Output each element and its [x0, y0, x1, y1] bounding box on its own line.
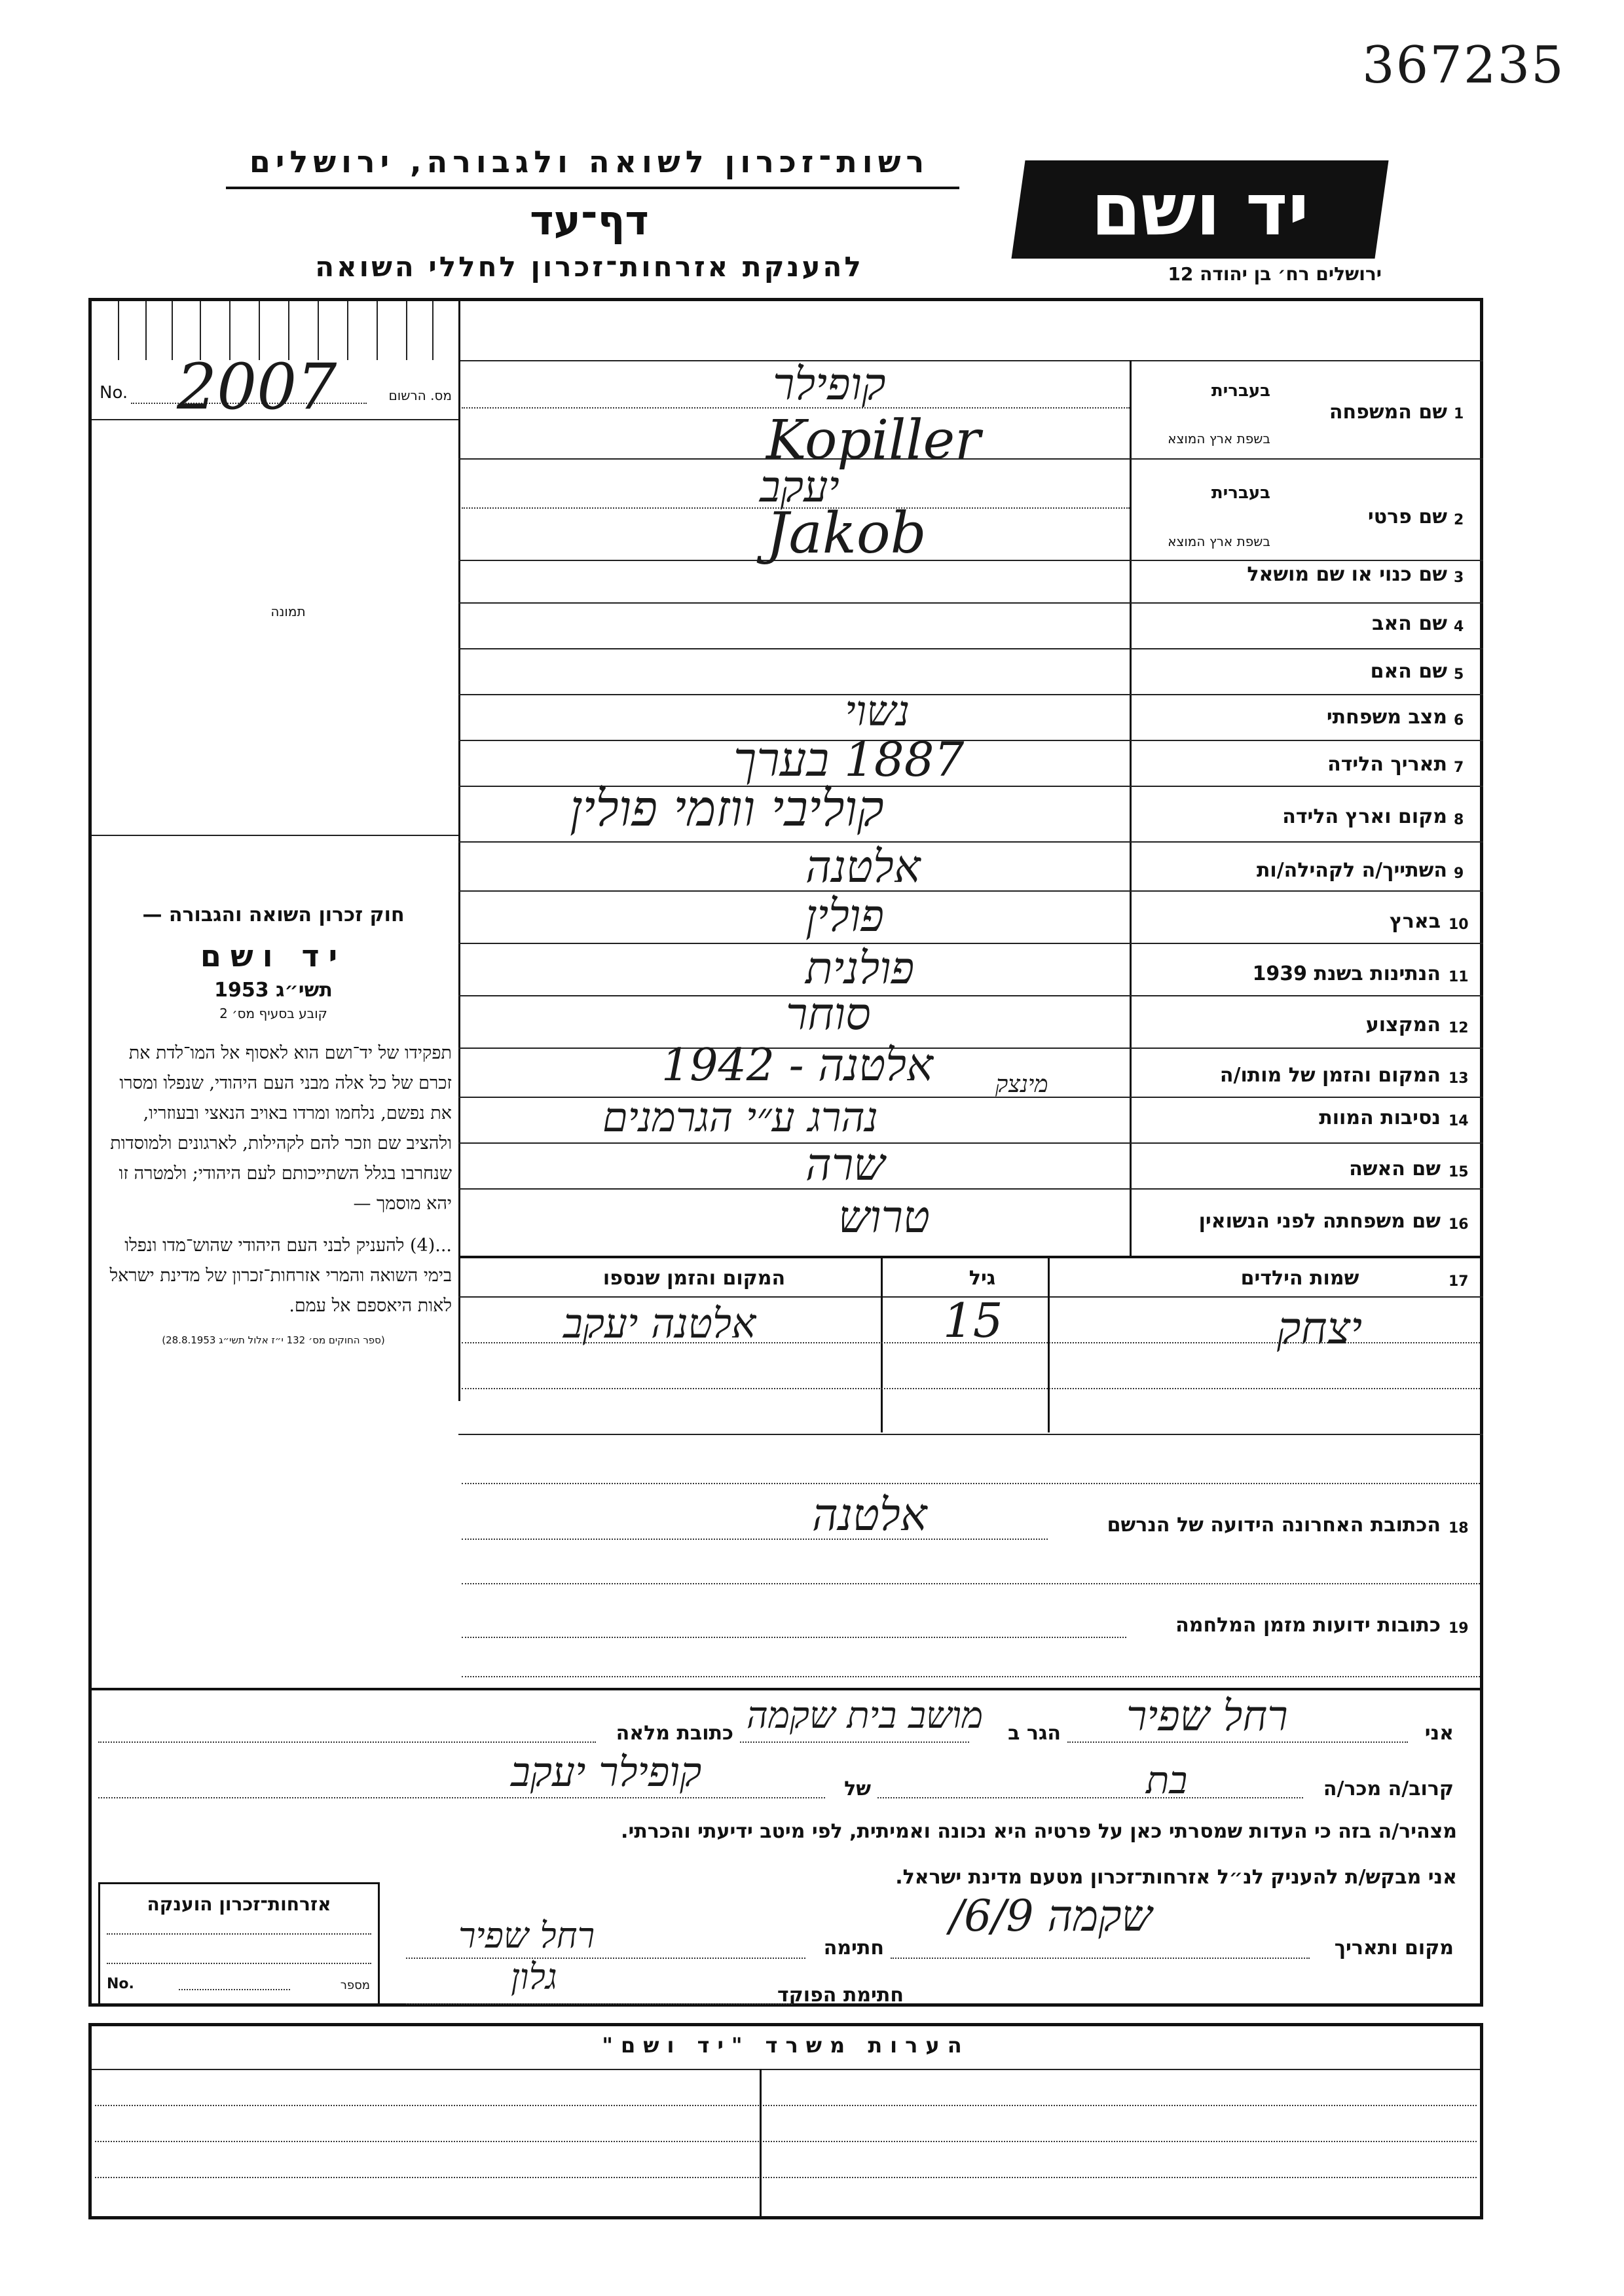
top-band-tick	[347, 301, 348, 360]
photo-label: תמונה	[270, 604, 306, 619]
field-1-sub-hebrew: בעברית	[1211, 381, 1270, 401]
law-title: חוק זכרון השואה והגבורה —	[142, 903, 405, 926]
field-9-bottom	[458, 890, 1483, 892]
decl-name-value: רחל שפיר	[1126, 1692, 1288, 1741]
photo-area-top	[92, 419, 458, 420]
children-col-place: המקום והזמן שנספו	[602, 1267, 786, 1290]
decl-address-dots	[98, 1741, 596, 1743]
field-10-label: בארץ	[1389, 910, 1441, 933]
field-19-label: כתובות ידועות מזמן המלחמה	[1175, 1614, 1441, 1637]
field-2-label: שם פרטי	[1367, 505, 1447, 528]
field-10-bottom	[458, 943, 1483, 944]
citizenship-box-title: אזרחות־זכרון הוענקה	[147, 1893, 331, 1915]
children-col-age: גיל	[969, 1267, 996, 1290]
field-16-bottom	[458, 1256, 1483, 1258]
field-3-bottom	[458, 602, 1483, 604]
field-12-value: סוחר	[786, 989, 871, 1040]
law-year: תשי״ג 1953	[214, 979, 333, 1002]
field-6-label: מצב משפחתי	[1326, 706, 1447, 729]
field-18-number: 18	[1449, 1520, 1469, 1537]
form-title: דף־עד	[530, 196, 649, 244]
office-notes-line	[95, 2177, 1477, 2178]
field-8-value: קוליבי ווזמי פולין	[570, 779, 884, 837]
citizenship-no-dots	[179, 1989, 290, 1990]
field-5-label: שם האם	[1370, 660, 1447, 683]
form-subtitle: להענקת אזרחות־זכרון לחללי השואה	[315, 251, 864, 283]
field-18-value: אלטנה	[812, 1489, 927, 1541]
field-4-number: 4	[1454, 619, 1464, 635]
law-name: יד ושם	[200, 938, 347, 974]
decl-town-dots	[740, 1741, 969, 1743]
children-col-names: שמות הילדים	[1240, 1267, 1359, 1290]
field-8-bottom	[458, 841, 1483, 843]
signature-dots	[406, 1958, 805, 1959]
officer-signature-value: גלון	[511, 1956, 557, 1997]
field-11-label: הנתינות בשנת 1939	[1252, 962, 1441, 985]
decl-relative-value: בת	[1146, 1758, 1188, 1802]
field-10-value: פולין	[805, 890, 884, 942]
field-12-label: המקצוע	[1365, 1013, 1441, 1036]
field-11-bottom	[458, 995, 1483, 996]
field-19-line	[462, 1637, 1126, 1638]
field-18-line-b	[462, 1583, 1480, 1584]
field-2-bottom	[458, 560, 1483, 561]
field-13-value-extra: מינצק	[995, 1071, 1048, 1098]
top-band-tick	[432, 301, 434, 360]
children-divider-1	[1048, 1256, 1050, 1432]
field-1-value-latin: Kopiller	[766, 409, 981, 471]
field-9-number: 9	[1454, 866, 1464, 882]
field-6-number: 6	[1454, 712, 1464, 729]
decl-ani: אני	[1424, 1722, 1454, 1745]
decl-relative-label: קרוב/ה מכר/ה	[1323, 1777, 1454, 1800]
field-8-number: 8	[1454, 812, 1464, 828]
field-4-label: שם האב	[1372, 612, 1447, 635]
field-4-bottom	[458, 648, 1483, 649]
decl-name-dots	[1067, 1741, 1408, 1743]
citizenship-box-line	[107, 1963, 371, 1964]
signature-label: חתימה	[823, 1937, 884, 1959]
field-14-number: 14	[1449, 1113, 1469, 1129]
child-place: אלטנה יעקב	[563, 1300, 756, 1347]
field-15-number: 15	[1449, 1164, 1469, 1180]
field-16-value: טרוש	[838, 1192, 931, 1243]
office-notes-line	[95, 2141, 1477, 2142]
top-band-tick	[118, 301, 119, 360]
law-paragraph-1: תפקידו של יד־ושם הוא לאסוף אל המו־לדת את זכרם של כל אלה מבני העם היהודי, שנפלו ומסרו את נפשם, נלחמו ומרדו באויב הנאצי ובעוזריו, ולהציב שם וזכר להם לקהילות, לארגונים ולמוסדות שנחרבו בגלל השתייכותם לעם היהודי; ולמטרה זו יהא מוסמך —	[110, 1043, 452, 1214]
field-1-number: 1	[1454, 406, 1464, 422]
registration-value: 2007	[177, 350, 337, 424]
field-18-label: הכתובת האחרונה הידועה של הנרשם	[1107, 1514, 1441, 1537]
field-3-number: 3	[1454, 570, 1464, 586]
section-divider	[92, 1688, 1483, 1690]
field-14-value: נהרג ע״י הגרמנים	[602, 1093, 878, 1141]
top-band-line	[458, 360, 1483, 361]
field-18-line	[462, 1539, 1048, 1540]
field-2-value-hebrew: יעקב	[760, 462, 840, 512]
registration-label-he: מס. הרשום	[388, 388, 452, 403]
decl-shel-dots	[98, 1797, 825, 1798]
field-7-value: 1887 בערך	[733, 732, 965, 787]
field-2-sub-origin: בשפת ארץ המוצא	[1168, 534, 1270, 549]
top-band-tick	[377, 301, 378, 360]
top-band-tick	[172, 301, 173, 360]
field-14-label: נסיבות המוות	[1319, 1106, 1441, 1129]
field-9-value: אלטנה	[805, 841, 921, 893]
field-19-line-b	[462, 1676, 1480, 1677]
law-box	[95, 903, 452, 1346]
field-6-value: נשוי	[845, 687, 910, 736]
field-11-value: פולנית	[805, 943, 915, 994]
field-15-bottom	[458, 1188, 1483, 1190]
citizenship-no-label: No.	[107, 1976, 134, 1992]
place-date-dots	[891, 1958, 1310, 1959]
header-address: ירושלים רח׳ בן יהודה 12	[1168, 263, 1382, 285]
field-5-number: 5	[1454, 666, 1464, 683]
registration-no-label: No.	[100, 383, 128, 403]
field-16-number: 16	[1449, 1216, 1469, 1233]
decl-address-label: כתובת מלאה	[616, 1722, 733, 1745]
field-6-bottom	[458, 740, 1483, 741]
child-name: יצחק	[1277, 1303, 1363, 1355]
field-8-label: מקום וארץ הלידה	[1282, 805, 1447, 828]
top-band-tick	[406, 301, 407, 360]
archive-number: 367235	[1362, 36, 1565, 95]
decl-relative-dots	[877, 1797, 1303, 1798]
field-7-number: 7	[1454, 759, 1464, 776]
citizenship-box	[98, 1882, 380, 2007]
field-18-line-a	[462, 1483, 1480, 1484]
signature-value: רחל שפיר	[458, 1915, 595, 1956]
yad-vashem-logo	[1011, 160, 1388, 259]
authority-title: רשות־זכרון לשואה ולגבורה, ירושלים	[249, 144, 930, 179]
citizenship-number-label: מספר	[340, 1978, 370, 1992]
field-9-label: השתייך/ה לקהילה/ות	[1256, 859, 1447, 882]
field-13-label: המקום והזמן של מותו/ה	[1219, 1064, 1441, 1087]
office-notes-line	[95, 2105, 1477, 2106]
field-1-sub-origin: בשפת ארץ המוצא	[1168, 431, 1270, 446]
decl-statement-1: מצהיר/ה בזה כי העדות שמסרתי כאן על פרטיה היא נכונה ואמיתית, לפי מיטב ידיעתי והכרתי.	[621, 1820, 1457, 1843]
office-notes-header-line	[92, 2069, 1480, 2070]
authority-underline	[226, 187, 959, 189]
law-paragraph-2: ...(4) להעניק לבני העם היהודי שהוש־מדו ונפלו בימי השואה והמרי אזרחות־זכרון של מדינת ישראל לאות היאספם אל עמם.	[109, 1235, 452, 1316]
law-clause: קובע בסעיף מס׳ 2	[219, 1006, 327, 1021]
field-17-number: 17	[1449, 1273, 1469, 1290]
place-date-label: מקום ותאריך	[1334, 1937, 1454, 1959]
field-5-bottom	[458, 694, 1483, 695]
children-row-line	[462, 1388, 1480, 1389]
field-12-number: 12	[1449, 1020, 1469, 1036]
decl-relative-of: קופילר יעקב	[511, 1748, 702, 1796]
labels-column-border	[1130, 360, 1132, 1257]
field-3-label: שם כנוי או שם מושאל	[1247, 563, 1447, 586]
field-2-number: 2	[1454, 512, 1464, 528]
citizenship-box-line	[107, 1933, 371, 1935]
children-bottom	[458, 1434, 1483, 1435]
child-age: 15	[943, 1293, 1003, 1348]
law-citation: (ספר החוקים מס׳ 132 י״ז אלול תשי״ג 28.8.1953)	[162, 1334, 385, 1346]
field-7-label: תאריך הלידה	[1327, 753, 1447, 776]
decl-statement-2: אני מבקש/ת להעניק לנ״ל אזרחות־זכרון מטעם מדינת ישראל.	[895, 1866, 1457, 1889]
left-column-border	[458, 301, 460, 1401]
field-1-label: שם המשפחה	[1329, 401, 1447, 424]
officer-signature-dots	[406, 2003, 792, 2005]
field-12-bottom	[458, 1048, 1483, 1049]
field-1-value-hebrew: קופילר	[773, 359, 886, 410]
field-2-sub-hebrew: בעברית	[1211, 483, 1270, 503]
field-15-label: שם האשה	[1349, 1157, 1441, 1180]
field-14-bottom	[458, 1142, 1483, 1144]
field-15-value: שרה	[805, 1139, 885, 1191]
decl-resides: הגר ב	[1008, 1722, 1061, 1745]
decl-shel: של	[844, 1777, 871, 1800]
place-date-value: שקמה 6/9/	[950, 1891, 1153, 1941]
children-divider-2	[881, 1256, 883, 1432]
photo-area-bottom	[92, 835, 458, 836]
office-notes-title: הערות משרד "יד ושם"	[602, 2033, 970, 2058]
field-13-number: 13	[1449, 1070, 1469, 1087]
field-2-value-latin: Jakob	[766, 501, 927, 566]
field-13-value: אלטנה - 1942	[661, 1040, 933, 1091]
office-notes-divider	[760, 2069, 762, 2218]
top-band-tick	[145, 301, 147, 360]
field-11-number: 11	[1449, 969, 1469, 985]
field-10-number: 10	[1449, 917, 1469, 933]
decl-town-value: מושב בית שקמה	[747, 1694, 984, 1737]
field-19-number: 19	[1449, 1620, 1469, 1637]
field-16-label: שם משפחתה לפני הנשואין	[1198, 1210, 1441, 1233]
logo-text: יד ושם	[1090, 168, 1310, 251]
officer-signature-label: חתימת הפוקד	[777, 1984, 904, 2007]
